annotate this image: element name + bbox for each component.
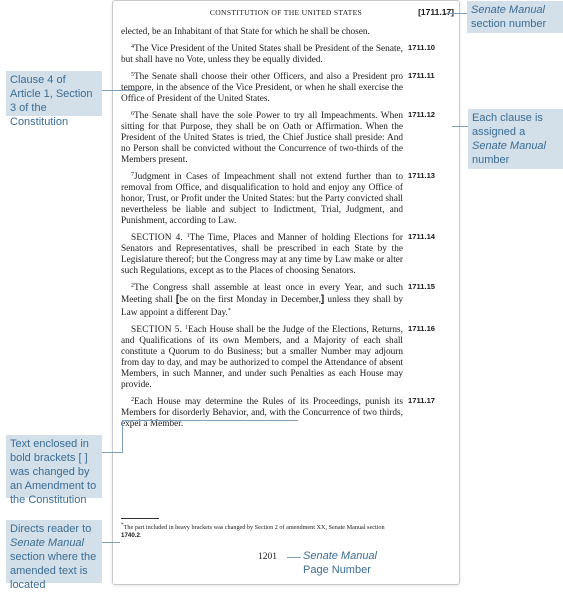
callout-section-number: Senate Manual section number [467, 1, 563, 33]
bold-bracket-close: ] [320, 294, 325, 305]
marginal-section-number: 1711.16 [408, 324, 436, 333]
bold-bracket-open: [ [175, 294, 180, 305]
callout-bold-brackets: Text enclosed in bold brackets [ ] was changed by an Amendment to the Constitution [6, 435, 102, 498]
leader-line [122, 420, 298, 421]
callout-each-clause: Each clause is assigned a Senate Manual number [468, 109, 563, 169]
marginal-section-number: 1711.13 [408, 171, 436, 180]
leader-line [122, 420, 123, 453]
leader-line [287, 557, 301, 558]
leader-line [452, 126, 468, 127]
clause-1711-13: $^7$Judgment in Cases of Impeachment shall not extend further than to removal from Office, and disqualification to hold and enjoy any Office of honor, Trust, or Profit under the United States: but the Party convicted shall nevertheless be liable and subject to Indictment, Trial, Judgment, and Punishment, according to Law. 1711.13 [121, 171, 436, 226]
clause-1711-15: $^2$The Congress shall assemble at least once in every Year, and such Meeting shall [be on the first Monday in December,] unless they shall by Law appoint a different Day.* 1711.15 [121, 282, 436, 318]
marginal-section-number: 1711.15 [408, 282, 436, 291]
footnote-section-ref: 1740.2 [121, 532, 140, 540]
clause-1711-10: $^4$The Vice President of the United States shall be President of the Senate, but shall have no Vote, unless they be equally divided. 1711.10 [121, 43, 436, 65]
clause-1711-12: $^6$The Senate shall have the sole Power to try all Impeachments. When sitting for that Purpose, they shall be on Oath or Affirmation. When the President of the United States is tried, the Chief Justice shall preside: And no Person shall be convicted without the Concurrence of two-thirds of the Members present. 1711.12 [121, 110, 436, 165]
senate-manual-page [112, 0, 460, 585]
marginal-section-number: 1711.11 [408, 71, 435, 80]
leader-line [102, 452, 122, 453]
amended-text: be on the first Monday in December, [179, 295, 321, 305]
label-page-number: Senate Manual Page Number [303, 550, 377, 576]
head-section-number: [1711.17] [418, 7, 454, 17]
paragraph-continuation: elected, be an Inhabitant of that State for which he shall be chosen. [121, 27, 370, 37]
marginal-section-number: 1711.12 [408, 110, 436, 119]
constitution-text [121, 27, 436, 430]
marginal-section-number: 1711.10 [408, 43, 436, 52]
leader-line [102, 542, 120, 543]
leader-line [102, 90, 142, 91]
marginal-section-number: 1711.17 [408, 396, 436, 405]
leader-line [445, 13, 467, 14]
clause-1711-11: $^5$The Senate shall choose their other Officers, and also a President pro tempore, in the absence of the Vice President, or when he shall exercise the Office of President of the United States. 1711.11 [121, 71, 435, 104]
footnote: *The part included in heavy brackets was changed by Section 2 of amendment XX, Senate Manual section 1740.2. [121, 522, 385, 540]
page-number: 1201 [258, 552, 277, 562]
clause-1711-16: SECTION 5. $^1$Each House shall be the Judge of the Elections, Returns, and Qualifications of its own Members, and a Majority of each shall constitute a Quorum to do Business; but a smaller Number may adjourn from day to day, and may be authorized to compel the Attendance of absent Members, in such Manner, and under such Penalties as each House may provide. 1711.16 [121, 324, 436, 390]
clause-1711-14: SECTION 4. $^1$The Time, Places and Manner of holding Elections for Senators and Representatives, shall be prescribed in each State by the Legislature thereof; but the Congress may at any time by Law make or alter such Regulations, except as to the Places of choosing Senators. 1711.14 [121, 232, 436, 276]
marginal-section-number: 1711.14 [408, 232, 436, 241]
running-head: CONSTITUTION OF THE UNITED STATES [209, 8, 363, 17]
callout-directs: Directs reader to Senate Manual section where the amended text is located [6, 520, 102, 583]
footnote-rule [121, 518, 159, 519]
clause-1711-17: $^2$Each House may determine the Rules of its Proceedings, punish its Members for disorderly Behavior, and, with the Concurrence of two thirds, expel a Member. 1711.17 [121, 396, 436, 429]
footnote-marker: * [227, 308, 231, 314]
callout-clause: Clause 4 of Article 1, Section 3 of the Constitution [6, 71, 102, 116]
